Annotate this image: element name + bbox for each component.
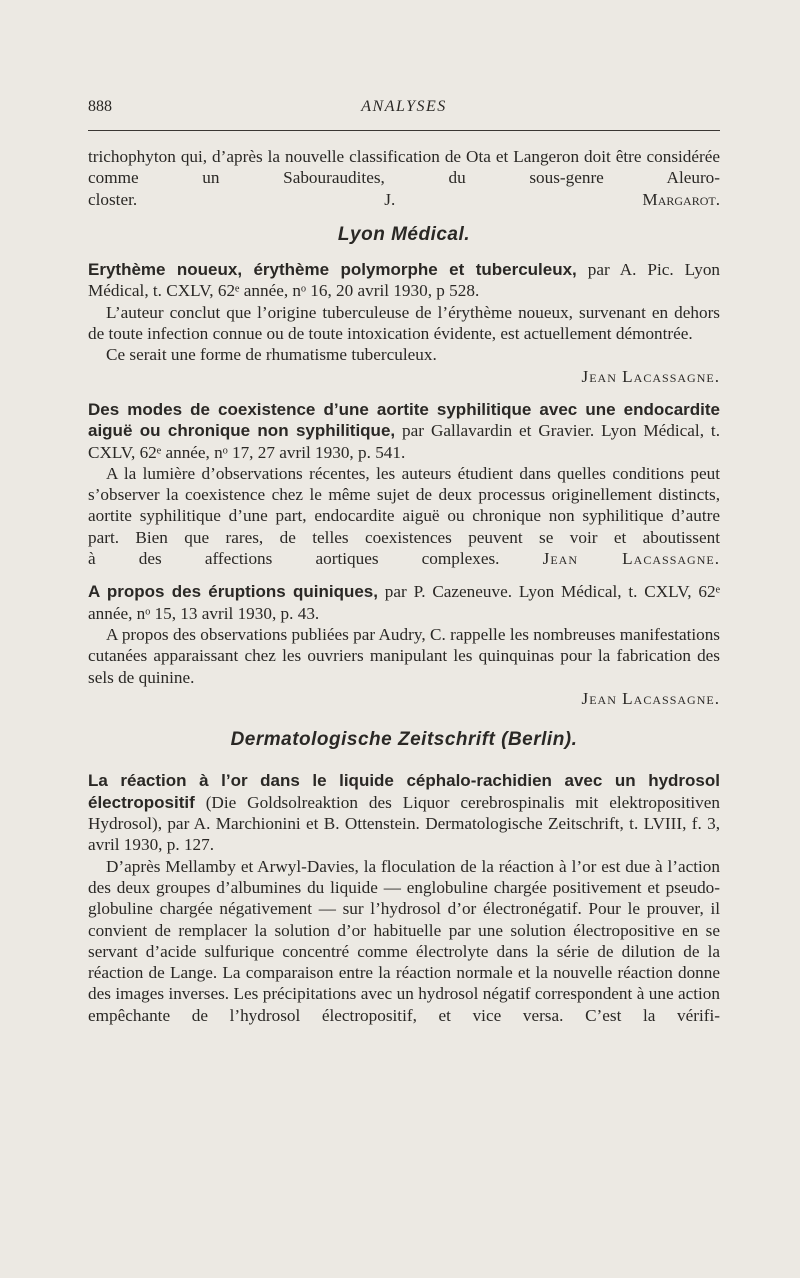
running-title: ANALYSES bbox=[361, 98, 447, 115]
continued-text-last: closter. bbox=[88, 189, 138, 209]
continued-text-end bbox=[88, 189, 720, 210]
signature-lacassagne: Jean Lacassagne. bbox=[581, 366, 720, 386]
article-title-reaction-or: La réaction à l’or dans le liquide céphalo-rachidien avec un hydrosol électropositif bbox=[88, 771, 720, 812]
page-number: 888 bbox=[88, 98, 112, 115]
article-marchionini bbox=[88, 770, 720, 855]
abstract-last-line: à des affections aortiques complexes. bbox=[88, 549, 500, 569]
article-reference-pic: par A. Pic. Lyon Médical, t. CXLV, 62ᵉ année, nᵒ 16, 20 avril 1930, p 528. bbox=[88, 260, 721, 301]
article-title-eruptions: A propos des éruptions quiniques, bbox=[88, 582, 378, 602]
abstract-paragraph: A la lumière d’observations récentes, les auteurs étudient dans quelles conditions peut s’observer la coexistence chez le même sujet de deux processus originellement distincts, aortite syphilitique d’une part, endocardite aiguë ou chronique non syphilitique d’autre part. Bien que rares, de telles coexistences peuvent se voir et aboutissent bbox=[88, 463, 720, 547]
signature-lacassagne: Jean Lacassagne. bbox=[542, 549, 720, 569]
page-body bbox=[88, 146, 720, 1026]
journal-heading-dermatologische: Dermatologische Zeitschrift (Berlin). bbox=[230, 729, 578, 751]
article-title-erytheme: Erythème noueux, érythème polymorphe et tuberculeux, bbox=[88, 260, 577, 280]
article-reference-gallavardin: par Gallavardin et Gravier. Lyon Médical, t. CXLV, 62ᵉ année, nᵒ 17, 27 avril 1930, p. 541. bbox=[88, 421, 721, 462]
article-cazeneuve bbox=[88, 581, 720, 624]
header-rule bbox=[88, 130, 720, 131]
signature-lacassagne: Jean Lacassagne. bbox=[581, 688, 720, 708]
continued-text: trichophyton qui, d’après la nouvelle classification de Ota et Langeron doit être considérée comme un Sabouraudites, du sous-genre Aleuro- bbox=[88, 147, 720, 188]
abstract-paragraph: L’auteur conclut que l’origine tuberculeuse de l’érythème noueux, survenant en dehors de toute infection connue ou de toute intoxication évidente, est actuellement démontrée. bbox=[88, 302, 720, 344]
article-reference-marchionini: (Die Goldsolreaktion des Liquor cerebrospinalis mit elektropositiven Hydrosol), par A. Marchionini et B. Ottenstein. Dermatologische Zeitschrift, t. LVIII, f. 3, avril 1930, p. 127. bbox=[88, 792, 720, 855]
article-title-aortite: Des modes de coexistence d’une aortite syphilitique avec une endocardite aiguë ou chronique non syphilitique, bbox=[88, 399, 720, 441]
abstract-paragraph: A propos des observations publiées par Audry, C. rappelle les nombreuses manifestations cutanées apparaissant chez les ouvriers manipulant les quinquinas pour la fabrication des sels de quinine. bbox=[88, 624, 720, 687]
abstract-end bbox=[88, 548, 720, 569]
abstract-paragraph: Ce serait une forme de rhumatisme tuberculeux. bbox=[106, 345, 437, 365]
abstract-paragraph: D’après Mellamby et Arwyl-Davies, la floculation de la réaction à l’or est due à l’action des deux groupes d’albumines du liquide — englobuline chargée positivement et pseudo-globuline chargée négativement — sur l’hydrosol d’or électronégatif. Pour le prouver, il convient de remplacer la solution d’or habituelle par une solution électropositive en se servant d’acide sulfurique concentré comme électrolyte dans la série de dilution de la réaction de Lange. La comparaison entre la réaction normale et la nouvelle réaction donne des images inverses. Les précipitations avec un hydrosol négatif correspondent à une action empêchante de l’hydrosol électropositif, et vice versa. C’est la vérifi- bbox=[88, 856, 720, 1025]
journal-heading-lyon: Lyon Médical. bbox=[337, 223, 471, 245]
signature-margarot: J. Margarot. bbox=[384, 189, 720, 209]
article-gallavardin bbox=[88, 399, 720, 463]
article-pic bbox=[88, 259, 720, 302]
page-header bbox=[88, 98, 720, 122]
article-reference-cazeneuve: par P. Cazeneuve. Lyon Médical, t. CXLV, 62ᵉ année, nᵒ 15, 13 avril 1930, p. 43. bbox=[88, 582, 721, 623]
